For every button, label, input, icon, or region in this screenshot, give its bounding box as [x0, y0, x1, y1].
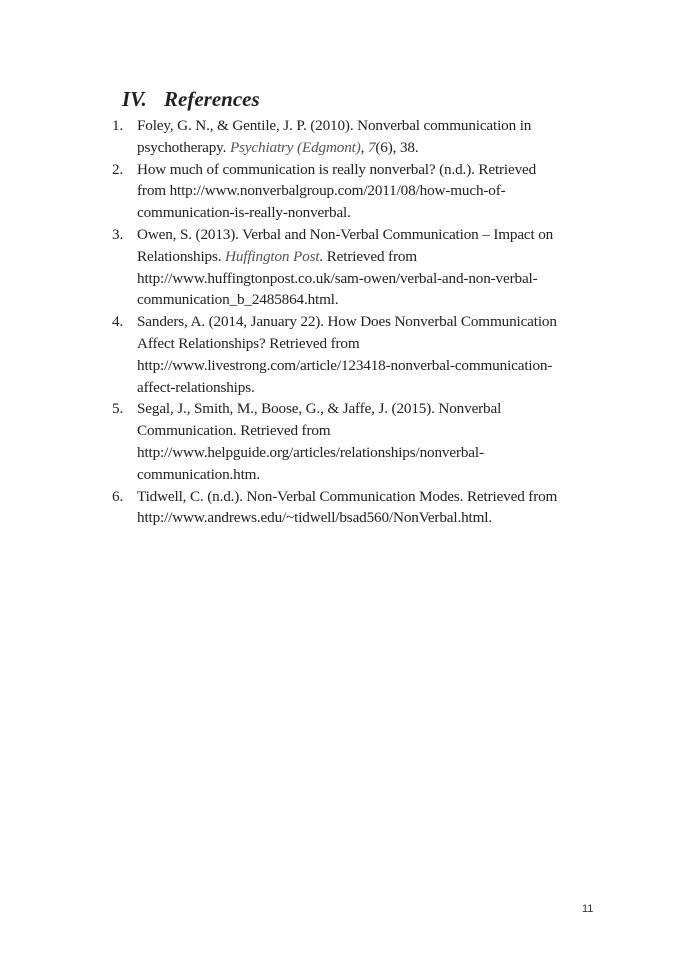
reference-url-line: communication-is-really-nonverbal. — [137, 204, 351, 222]
reference-url-line: communication_b_2485864.html. — [137, 291, 339, 309]
reference-item-3 — [112, 224, 602, 311]
reference-item-5 — [112, 398, 602, 485]
reference-url-line: http://www.andrews.edu/~tidwell/bsad560/NonVerbal.html. — [137, 509, 492, 527]
reference-text: . Retrieved from — [319, 247, 417, 265]
reference-item-6 — [112, 486, 602, 530]
reference-text-line — [137, 137, 602, 159]
section-title: References — [164, 87, 260, 111]
reference-list — [112, 115, 602, 529]
reference-item-4 — [112, 311, 602, 398]
reference-url-line: http://www.livestrong.com/article/123418-nonverbal-communication- — [137, 356, 553, 374]
reference-text-line: Sanders, A. (2014, January 22). How Does Nonverbal Communication — [137, 313, 557, 331]
section-number: IV. — [122, 87, 147, 111]
reference-url-line: affect-relationships. — [137, 378, 255, 396]
page-number: 11 — [582, 903, 594, 915]
reference-number: 2. — [112, 160, 124, 178]
reference-text: (6), 38. — [375, 138, 419, 156]
reference-url-line: from http://www.nonverbalgroup.com/2011/08/how-much-of- — [137, 182, 506, 200]
journal-title: Psychiatry (Edgmont) — [229, 138, 361, 156]
reference-text-line: How much of communication is really nonverbal? (n.d.). Retrieved — [137, 160, 537, 178]
reference-text-line: Communication. Retrieved from — [137, 422, 331, 440]
reference-number: 6. — [112, 487, 124, 505]
reference-number: 1. — [112, 117, 124, 134]
reference-text-line: Owen, S. (2013). Verbal and Non-Verbal Communication – Impact on — [137, 225, 554, 243]
reference-number: 3. — [112, 225, 124, 243]
journal-volume: 7 — [367, 138, 376, 156]
reference-text-line: Foley, G. N., & Gentile, J. P. (2010). Nonverbal communication in — [137, 117, 532, 134]
reference-number: 5. — [112, 400, 124, 418]
reference-url-line: http://www.huffingtonpost.co.uk/sam-owen/verbal-and-non-verbal- — [137, 269, 538, 287]
reference-text-line — [137, 246, 602, 268]
reference-url-line: http://www.helpguide.org/articles/relationships/nonverbal- — [137, 443, 484, 461]
reference-url-line: communication.htm. — [137, 465, 260, 483]
reference-text: , — [360, 138, 368, 156]
reference-text: psychotherapy. — [137, 138, 230, 156]
source-title: Huffington Post — [225, 247, 320, 265]
reference-number: 4. — [112, 313, 124, 331]
reference-text-line: Segal, J., Smith, M., Boose, G., & Jaffe, J. (2015). Nonverbal — [137, 400, 502, 418]
reference-item-1 — [112, 115, 602, 159]
reference-text-line: Affect Relationships? Retrieved from — [137, 334, 360, 352]
reference-text: Relationships. — [137, 247, 226, 265]
reference-text-line: Tidwell, C. (n.d.). Non-Verbal Communication Modes. Retrieved from — [137, 487, 558, 505]
references-heading — [122, 87, 260, 112]
reference-item-2 — [112, 159, 602, 224]
